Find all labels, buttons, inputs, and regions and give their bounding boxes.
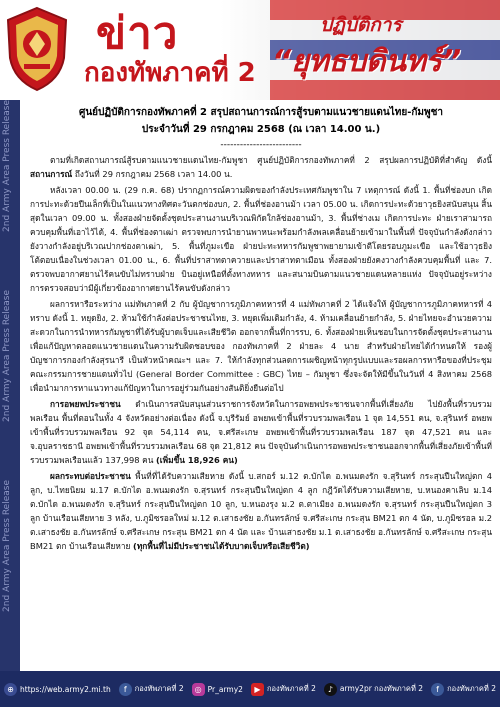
instagram-link[interactable]: Pr_army2 <box>207 684 243 694</box>
paragraph-incidents: หลังเวลา 00.00 น. (29 ก.ค. 68) ปรากฏการณ์ความผิดของกำลังประเทศกัมพูชาใน 7 เหตุการณ์ ดังนี้ 1. พื้นที่ช่องบก เกิดการปะทะด้วยปืนเล็กที่เป็นในแนวทางทิศตะวันตกช่องบก, 2. พื้นที่ช่องอานม้า เวลา 05.00 น. เกิดการปะทะด้วยาวุธยิงสนับสนุน สิ้นสุดในเวลา 09.00 น. ทั้งสองฝ่ายจัดตั้งชุดประสานงานบริเวณพิกัดใกล้ช่องอานม้า, 3. พื้นที่ช่างเม เกิดการปะทะ ฝ่ายเราสามารถควบคุมพื้นที่เอาไว้ได้, 4. พื้นที่ช่องตาเฒ่า ตรวจพบการนำยานพาหนะพร้อมกำลังพลเคลื่อนย้ายเข้ามาในพื้นที่ ปัจจุบันกำลังดังกล่าวยังวางกำลังอยู่บริเวณปากช่องตาเฒ่า, 5. พื้นที่ภูมะเขือ ฝ่ายปะทะทหารกัมพูชาพยายามเข้าตีโดยรอบภูมะเขือ และใช้อาวุธยิงโต้ตอบเนื่องในช่วงเวลา 01.00 น., 6. พื้นที่ปราสาทตาควายและปราสาทตาเมือน ทั้งสองฝ่ายยังคงวางกำลังควบคุมพื้นที่ และ 7. ตรวจพบอากาศยานไร้คนขับไม่ทราบฝ่าย บินอยู่เหนือที่ตั้งทางทหาร และสนามบินตามแนวชายแดนหลายแห่ง ปัจจุบันอยู่ระหว่างการตรวจสอบว่ามีผู้เกี่ยวข้องอากาศยานไร้คนขับดังกล่าว <box>30 185 492 293</box>
youtube-icon: ▶ <box>251 683 264 696</box>
operation-label: ปฏิบัติการ <box>320 14 402 36</box>
globe-icon: ⊕ <box>4 683 17 696</box>
tiktok-link[interactable]: army2pr กองทัพภาคที่ 2 <box>339 684 424 693</box>
separator: ------------------------- <box>220 140 302 150</box>
footer-youtube[interactable] <box>251 683 316 696</box>
paragraph-intro <box>30 153 492 181</box>
footer-bar <box>0 671 500 707</box>
evacuation-increase: (เพิ่มขึ้น 18,926 คน) <box>156 455 238 465</box>
footer-website[interactable] <box>4 683 111 696</box>
facebook-link-2[interactable]: กองทัพภาคที่ 2 <box>447 684 496 693</box>
footer-facebook-2[interactable] <box>431 683 496 696</box>
sidebar-label: 2nd Army Area Press Release <box>2 480 12 612</box>
header-banner <box>0 0 500 100</box>
intro-date: ถึงวันที่ 29 กรกฎาคม 2568 เวลา 14.00 น. <box>72 169 233 179</box>
footer-tiktok[interactable] <box>324 683 423 696</box>
army-title: กองทัพภาคที่ 2 <box>84 58 256 88</box>
article-body <box>30 104 492 555</box>
impact-text: พื้นที่ที่ได้รับความเสียหาย ดังนี้ บ.สกอร์ ม.12 ต.บักได อ.พนมดงรัก จ.สุรินทร์ กระสุนปืนใหญ่ตก 4 ลูก, บ.ไทยนิยม ม.17 ต.บักได อ.พนมดงรัก จ.สุรนทร์ กระสุนปืนใหญ่ตก 4 ลูก กฎีวัดได้รับความเสียหาย, บ.หนองคาเลิบ ม.14 ต.บักได อ.พนมดงรัก จ.สุรินทร์ กระสุนปืนใหญ่ตก 10 ลูก, บ.หนองรุง ม.2 ต.ตาเมียง อ.พนมดงรัก จ.สุรนทร์ กระสุนปืนใหญ่ตก 3 ลูก บ้านเรือนเสียหาย 3 หลัง, บ.ภูมิซรอลใหม่ ม.12 ต.เสาธงชัย อ.กันทรลักษ์ จ.ศรีสะเกษ กระสุน BM21 ตก 4 นัด, บ.ภูมิซรอล ม.2 ต.เสาธงชัย อ.กันทรลักษ์ จ.ศรีสะเกษ กระสุน BM21 ตก 4 นัด และ บ้านเสาธงชัย ม.1 ต.เสาธงชัย อ.กันทรลักษ์ จ.ศรีสะเกษ กระสุน BM21 ตก บ้านเรือนเสียหาย <box>30 471 492 551</box>
headline-line1: ศูนย์ปฏิบัติการกองทัพภาคที่ 2 สรุปสถานการณ์การสู้รบตามแนวชายแดนไทย-กัมพูชา <box>78 107 444 118</box>
headline-line2: ประจำวันที่ 29 กรกฎาคม 2568 (ณ เวลา 14.00 น.) <box>141 124 381 135</box>
evacuation-label: การอพยพประชาชน <box>50 399 121 409</box>
news-title: ข่าว <box>96 8 179 59</box>
sidebar-label: 2nd Army Area Press Release <box>2 290 12 422</box>
footer-instagram[interactable] <box>192 683 243 696</box>
paragraph-talks: ผลการหารือระหว่าง แม่ทัพภาคที่ 2 กับ ผู้บัญชาการภูมิภาคทหารที่ 4 แม่ทัพภาคที่ 2 ได้แจ้งให้ ผู้บัญชาการภูมิภาคทหารที่ 4 ทราบ ดังนี้ 1. หยุดยิง, 2. ห้ามใช้กำลังต่อประชาชนไทย, 3. หยุดเพิ่มเติมกำลัง, 4. ห้ามเคลื่อนย้ายกำลัง, 5. ฝ่ายไทยจะอำนวยความสะดวกในการนำทหารกัมพูชาที่ได้รับผู้บาดเจ็บและเสียชีวิต ออกจากพื้นที่การรบ, 6. ทั้งสองฝ่ายเห็นชอบในการจัดตั้งชุดประสานงานเพื่อแก้ปัญหาตลอดแนวชายแดนในความรับผิดชอบของ กองทัพภาคที่ 2 ฝ่ายละ 4 นาย สำหรับฝ่ายไทยได้กำหนดให้ รองผู้บัญชาการกองกำลังสุรนารี เป็นหัวหน้าคณะฯ และ 7. ให้กำลังทุกส่วนลดการเผชิญหน้าทุกรูปแบบและรอผลการหารือของที่ประชุมคณะกรรมการชายแดนทั่วไป (General Border Committee : GBC) ไทย – กัมพูชา ซึ่งจะจัดให้มีขึ้นในวันที่ 4 สิงหาคม 2568 เพื่อนำมาการหาแนวทางแก้ปัญหาในการอยู่ร่วมกันอย่างสันติยิ่งยืนต่อไป <box>30 299 492 393</box>
footer-facebook[interactable] <box>119 683 184 696</box>
paragraph-evacuation <box>30 397 492 467</box>
impact-note: (ทุกพื้นที่ไม่มีประชาชนได้รับบาดเจ็บหรือเสียชีวิต) <box>133 541 310 551</box>
operation-name: “ยุทธบดินทร์” <box>272 44 462 79</box>
website-link[interactable]: https://web.army2.mi.th <box>20 684 111 694</box>
sidebar-label: 2nd Army Area Press Release <box>2 100 12 232</box>
instagram-icon: ◎ <box>192 683 205 696</box>
press-release-sidebar <box>0 100 20 671</box>
paragraph-impact <box>30 469 492 553</box>
facebook-icon: f <box>119 683 132 696</box>
intro-label: สถานการณ์ <box>30 169 73 179</box>
facebook-icon: f <box>431 683 444 696</box>
facebook-link[interactable]: กองทัพภาคที่ 2 <box>134 684 184 693</box>
impact-label: ผลกระทบต่อประชาชน <box>50 471 131 481</box>
army-emblem-icon <box>2 6 72 92</box>
evacuation-text: ดำเนินการสนับสนุนส่วนราชการจังหวัดในการอพยพประชาชนจากพื้นที่เสี่ยงภัย ไปยังพื้นที่รวบรวมพลเรือน พื้นที่ตอนในทั้ง 4 จังหวัดอย่างต่อเนื่อง ดังนี้ จ.บุรีรัมย์ อพยพเข้าพื้นที่รวบรวมพลเรือน 1 จุด 14,551 คน, จ.สุรินทร์ อพยพเข้าพื้นที่รวบรวมพลเรือน 92 จุด 54,114 คน, จ.ศรีสะเกษ อพยพเข้าพื้นที่รวบรวมพลเรือน 187 จุด 47,521 คน และ จ.อุบลราชธานี อพยพเข้าพื้นที่รวบรวมพลเรือน 68 จุด 21,812 คน ปัจจุบันดำเนินการอพยพประชาชนออกจากพื้นที่เสี่ยงภัยเข้าพื้นที่รวบรวมพลเรือนแล้ว 137,998 คน <box>30 399 492 465</box>
tiktok-icon: ♪ <box>324 683 337 696</box>
youtube-link[interactable]: กองทัพภาคที่ 2 <box>266 684 316 693</box>
intro-text: ตามที่เกิดสถานการณ์สู้รบตามแนวชายแดนไทย-กัมพูชา ศูนย์ปฏิบัติการกองทัพภาคที่ 2 สรุปผลการปฏิบัติที่สำคัญ ดังนี้ <box>50 155 492 165</box>
